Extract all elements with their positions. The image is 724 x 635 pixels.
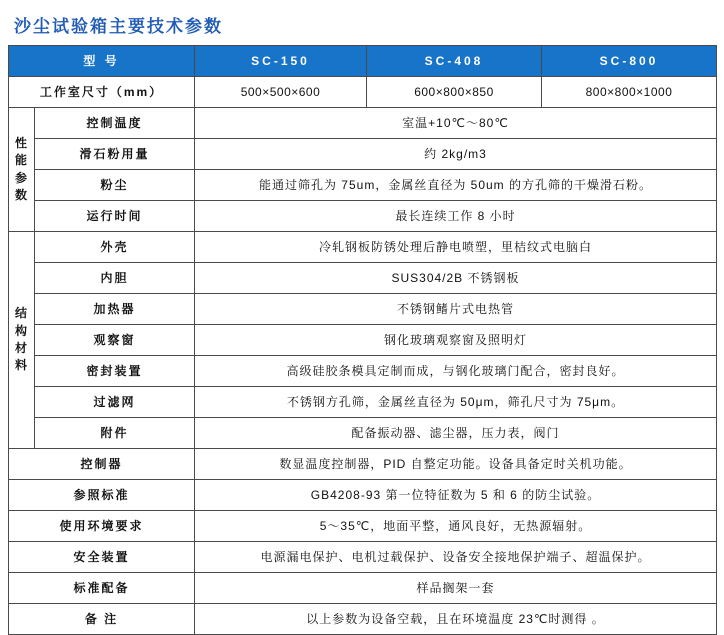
row-value-9: 不锈钢方孔筛，金属丝直径为 50μm，筛孔尺寸为 75μm。 (195, 387, 717, 418)
row-value-10: 配备振动器、滤尘器，压力表，阀门 (195, 418, 717, 449)
page-title: 沙尘试验箱主要技术参数 (14, 17, 223, 36)
table-row (9, 449, 717, 480)
header-sc800: SC-800 (542, 46, 717, 77)
table-row (9, 542, 717, 573)
footer-label-4: 标准配备 (9, 573, 195, 604)
table-row (9, 232, 717, 263)
table-row (9, 480, 717, 511)
footer-label-0: 控制器 (9, 449, 195, 480)
footer-value-4: 样品搁架一套 (195, 573, 717, 604)
table-row (9, 573, 717, 604)
spec-table (8, 45, 717, 635)
row-label-10: 附件 (35, 418, 195, 449)
size-sc408: 600×800×850 (367, 77, 542, 108)
table-row (9, 325, 717, 356)
footer-label-1: 参照标准 (9, 480, 195, 511)
table-row (9, 294, 717, 325)
row-label-6: 加热器 (35, 294, 195, 325)
row-label-7: 观察窗 (35, 325, 195, 356)
group-label-structure: 结 构 材 料 (9, 232, 35, 449)
table-row (9, 263, 717, 294)
row-label-9: 过滤网 (35, 387, 195, 418)
row-label-0: 控制温度 (35, 108, 195, 139)
row-label-5: 内胆 (35, 263, 195, 294)
footer-label-3: 安全装置 (9, 542, 195, 573)
row-value-8: 高级硅胶条模具定制而成，与钢化玻璃门配合，密封良好。 (195, 356, 717, 387)
row-value-3: 最长连续工作 8 小时 (195, 201, 717, 232)
table-row (9, 108, 717, 139)
row-label-2: 粉尘 (35, 170, 195, 201)
size-sc800: 800×800×1000 (542, 77, 717, 108)
table-row (9, 139, 717, 170)
footer-value-2: 5～35℃，地面平整，通风良好，无热源辐射。 (195, 511, 717, 542)
table-row (9, 170, 717, 201)
table-row (9, 201, 717, 232)
row-value-1: 约 2kg/m3 (195, 139, 717, 170)
table-row (9, 387, 717, 418)
header-sc408: SC-408 (367, 46, 542, 77)
table-row (9, 604, 717, 635)
footer-value-0: 数显温度控制器，PID 自整定功能。设备具备定时关机功能。 (195, 449, 717, 480)
row-label-3: 运行时间 (35, 201, 195, 232)
footer-value-5: 以上参数为设备空载，且在环境温度 23℃时测得 。 (195, 604, 717, 635)
row-value-5: SUS304/2B 不锈钢板 (195, 263, 717, 294)
table-row-size (9, 77, 717, 108)
size-sc150: 500×500×600 (195, 77, 367, 108)
table-row (9, 356, 717, 387)
row-label-1: 滑石粉用量 (35, 139, 195, 170)
group-label-performance: 性 能 参 数 (9, 108, 35, 232)
footer-value-3: 电源漏电保护、电机过载保护、设备安全接地保护端子、超温保护。 (195, 542, 717, 573)
table-header-row (9, 46, 717, 77)
header-model: 型 号 (9, 46, 195, 77)
header-sc150: SC-150 (195, 46, 367, 77)
row-value-6: 不锈钢鳍片式电热管 (195, 294, 717, 325)
row-label-8: 密封装置 (35, 356, 195, 387)
row-value-0: 室温+10℃～80℃ (195, 108, 717, 139)
table-row (9, 418, 717, 449)
row-value-4: 冷轧钢板防锈处理后静电喷塑，里桔纹式电脑白 (195, 232, 717, 263)
row-value-7: 钢化玻璃观察窗及照明灯 (195, 325, 717, 356)
footer-value-1: GB4208-93 第一位特征数为 5 和 6 的防尘试验。 (195, 480, 717, 511)
row-label-4: 外壳 (35, 232, 195, 263)
footer-label-5: 备 注 (9, 604, 195, 635)
table-row (9, 511, 717, 542)
footer-label-2: 使用环境要求 (9, 511, 195, 542)
row-value-2: 能通过筛孔为 75um，金属丝直径为 50um 的方孔筛的干燥滑石粉。 (195, 170, 717, 201)
row-label-size: 工作室尺寸（mm） (9, 77, 195, 108)
